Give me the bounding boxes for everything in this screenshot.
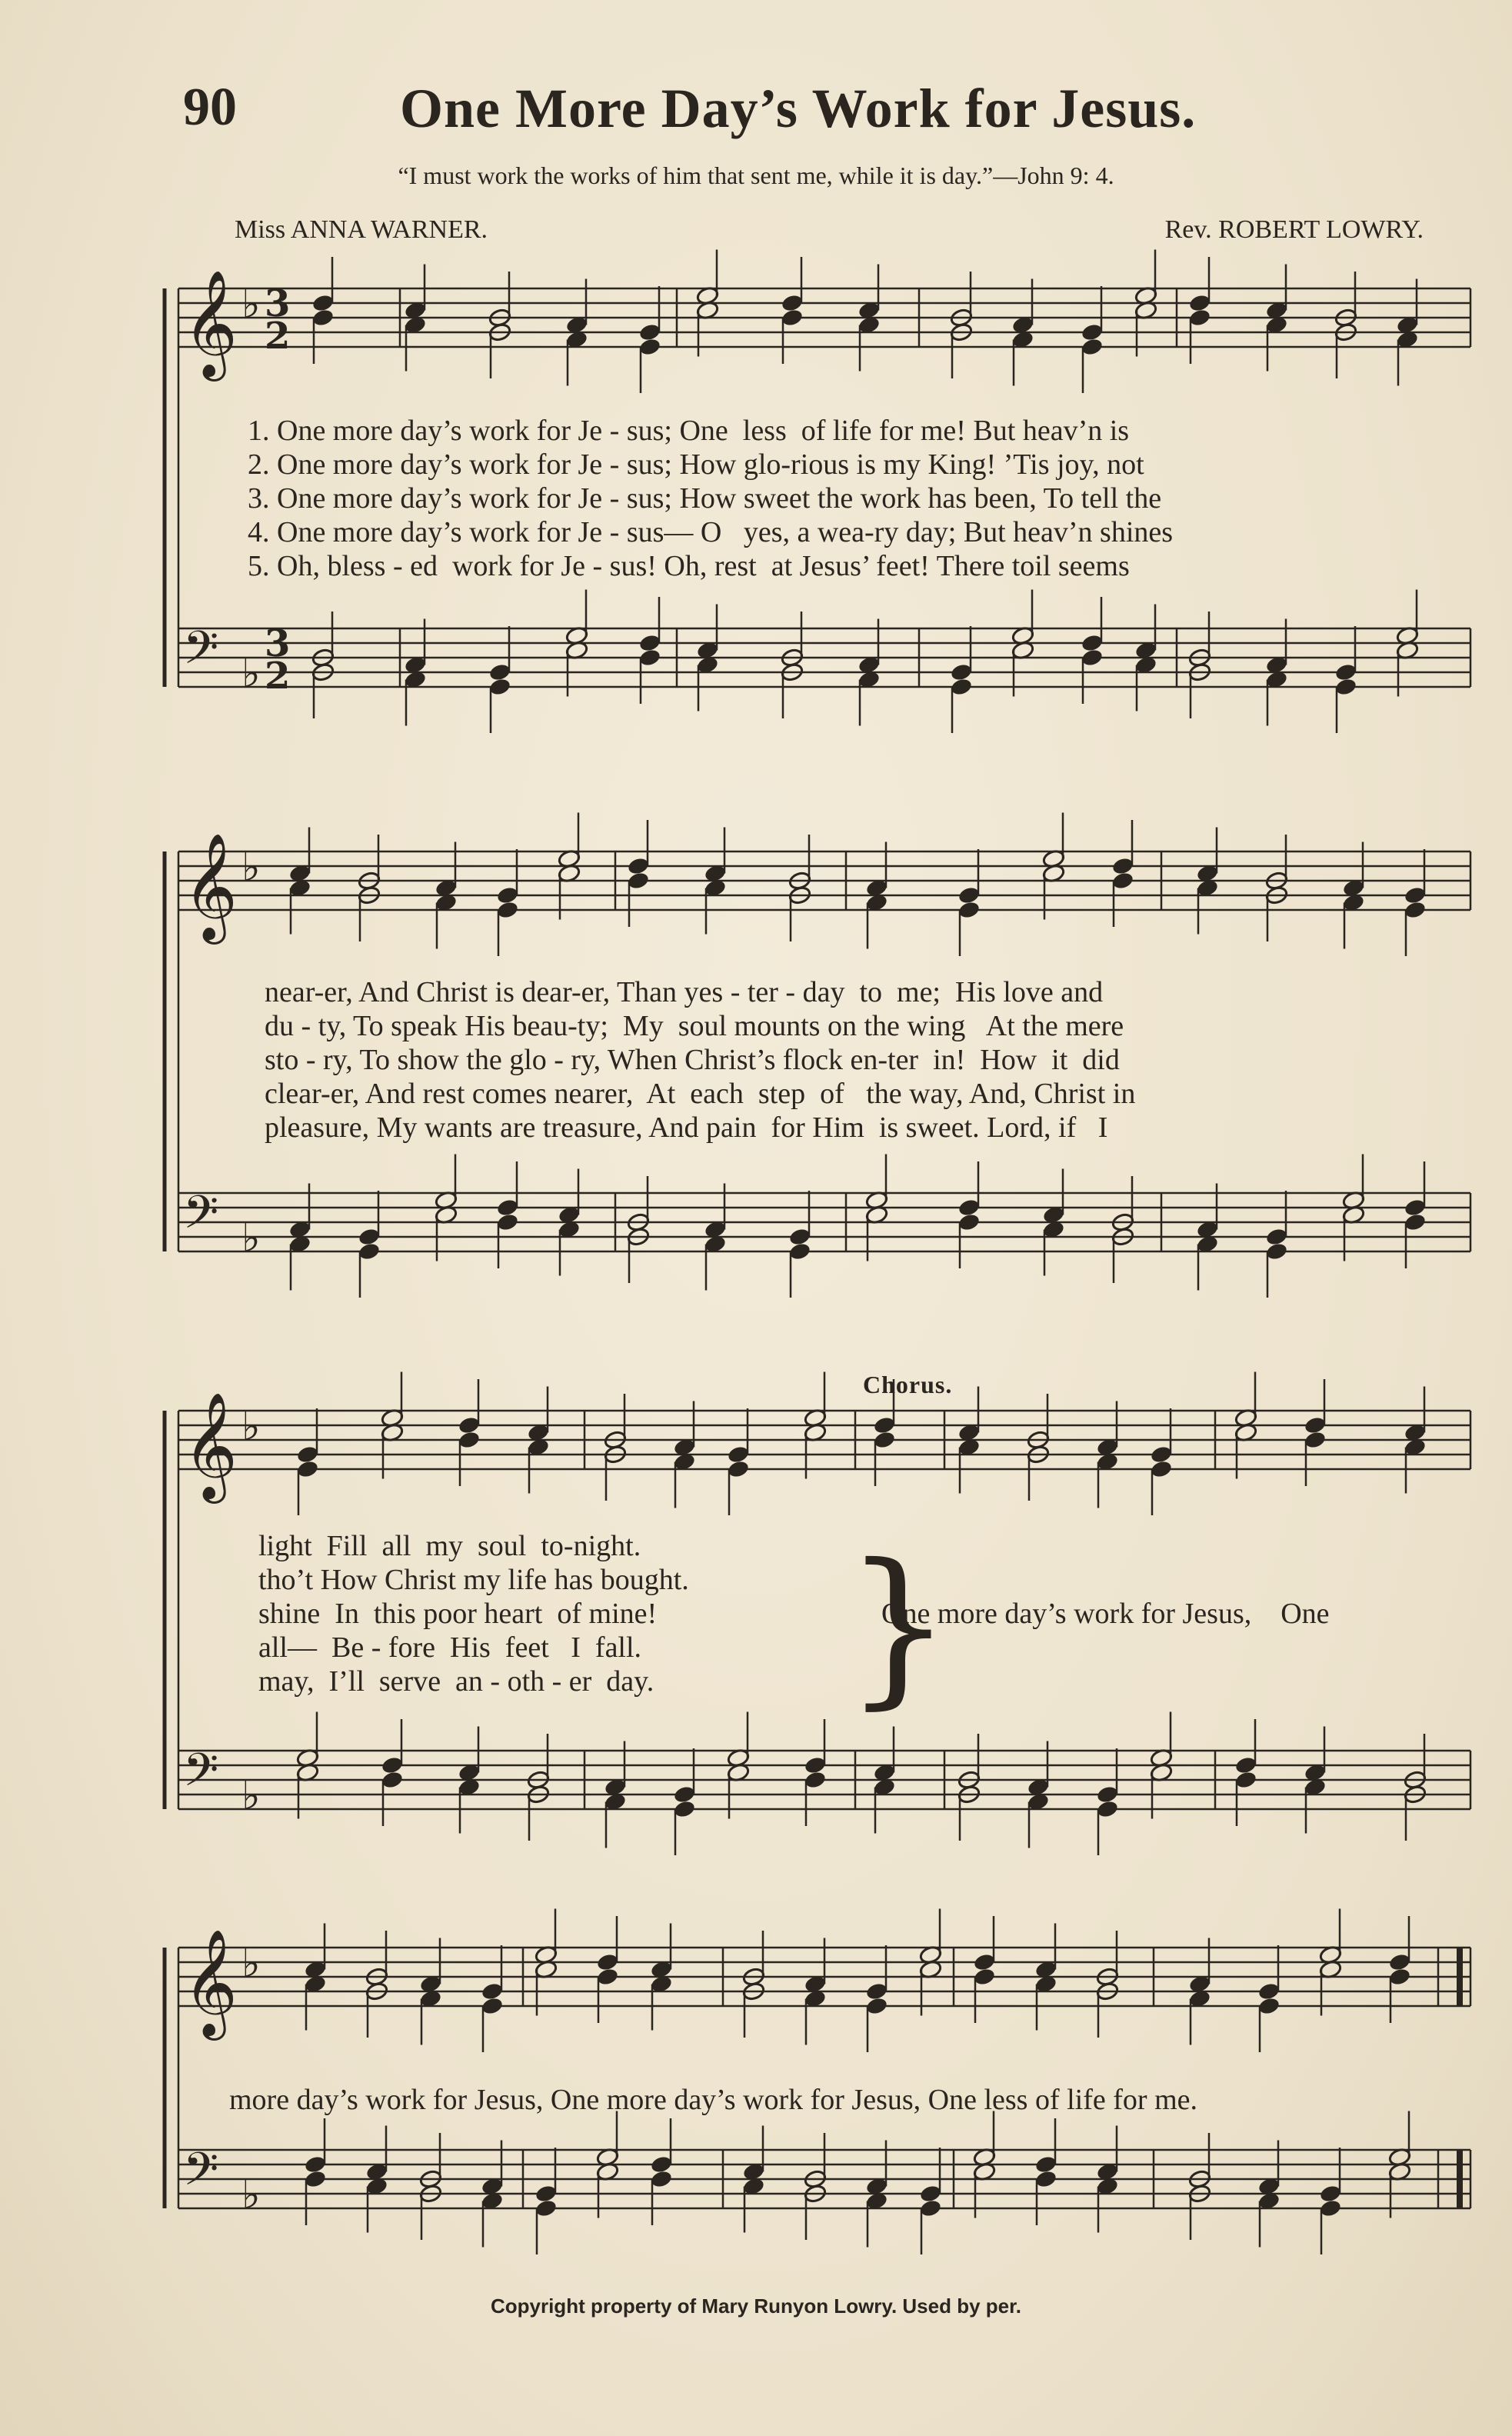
note-head	[488, 677, 512, 697]
note-head	[638, 633, 662, 653]
note-head	[788, 1227, 812, 1247]
note-head	[973, 1967, 997, 1987]
note-head	[1188, 293, 1212, 313]
note-head	[957, 1198, 981, 1218]
note-head	[1257, 1996, 1281, 2016]
note-head	[1111, 871, 1135, 891]
note-head	[1150, 1445, 1174, 1465]
note-head	[311, 293, 335, 313]
note-head	[1111, 856, 1135, 876]
treble-clef-icon: 𝄞	[183, 270, 238, 377]
bass-clef-icon: 𝄢	[183, 1743, 219, 1808]
flat-icon: ♭	[241, 1773, 261, 1819]
note-head	[496, 1212, 520, 1232]
copyright-notice: Copyright property of Mary Runyon Lowry. Used by per.	[490, 2294, 1022, 2318]
verse-3-line: 3. One more day’s work for Je - sus; How sweet the work has been, To tell the	[248, 482, 1162, 515]
note-head	[638, 648, 662, 668]
note-head	[804, 1755, 828, 1775]
composer-credit: Rev. ROBERT LOWRY.	[1164, 215, 1424, 244]
note-head	[1334, 662, 1358, 682]
page-number: 90	[183, 78, 237, 137]
note-head	[1150, 1459, 1174, 1479]
note-head	[496, 885, 520, 905]
treble-staff	[178, 288, 1470, 347]
flat-icon: ♭	[241, 1215, 261, 1261]
note-head	[788, 1241, 812, 1261]
verse-4-line: clear-er, And rest comes nearer, At each step of the way, And, Christ in	[265, 1078, 1136, 1110]
lyricist-credit: Miss ANNA WARNER.	[235, 215, 488, 244]
note-head	[1096, 1785, 1120, 1805]
note-head	[627, 856, 651, 876]
note-head	[596, 1952, 620, 1972]
hymn-title: One More Day’s Work for Jesus.	[400, 78, 1197, 139]
note-head	[535, 2184, 558, 2204]
note-head	[311, 308, 335, 328]
note-head	[481, 1996, 505, 2016]
note-head	[673, 1799, 697, 1819]
note-head	[1319, 2198, 1343, 2218]
note-head	[727, 1459, 751, 1479]
verse-1-line: near-er, And Christ is dear-er, Than yes - ter - day to me; His love and	[265, 976, 1104, 1008]
time-signature-top: 3	[265, 282, 291, 325]
note-head	[873, 1430, 897, 1450]
note-head	[358, 1241, 381, 1261]
verse-5-line: may, I’ll serve an - oth - er day.	[258, 1665, 654, 1698]
flat-icon: ♭	[241, 282, 261, 328]
note-head	[804, 1770, 828, 1790]
time-signature-bottom: 2	[265, 655, 291, 698]
note-head	[1081, 337, 1104, 357]
verse-4-line: all— Be - fore His feet I fall.	[258, 1631, 642, 1664]
note-head	[488, 662, 512, 682]
lyrics-brace-icon: }	[844, 1528, 952, 1725]
verse-3-line: sto - ry, To show the glo - ry, When Christ’s flock en-ter in! How it did	[265, 1044, 1120, 1076]
note-head	[1388, 1967, 1412, 1987]
verse-3-line: shine In this poor heart of mine!	[258, 1598, 658, 1630]
note-head	[1034, 2169, 1058, 2189]
note-head	[1265, 1241, 1289, 1261]
chorus-line: more day’s work for Jesus, One more day’s work for Jesus, One less of life for me.	[229, 2084, 1197, 2116]
note-head	[381, 1755, 405, 1775]
note-head	[1081, 648, 1104, 668]
note-head	[1234, 1755, 1258, 1775]
note-head	[727, 1445, 751, 1465]
note-head	[873, 1415, 897, 1435]
note-head	[381, 1770, 405, 1790]
note-head	[957, 885, 981, 905]
note-head	[781, 293, 804, 313]
note-head	[1034, 2154, 1058, 2174]
chorus-label: Chorus.	[863, 1371, 953, 1398]
treble-clef-icon: 𝄞	[183, 833, 238, 940]
note-head	[638, 337, 662, 357]
note-head	[1404, 885, 1427, 905]
note-head	[458, 1430, 481, 1450]
bass-clef-icon: 𝄢	[183, 1185, 219, 1250]
note-head	[919, 2184, 943, 2204]
note-head	[957, 1212, 981, 1232]
note-head	[1404, 1212, 1427, 1232]
note-head	[1265, 1227, 1289, 1247]
treble-clef-icon: 𝄞	[183, 1392, 238, 1499]
verse-1-line: light Fill all my soul to-night.	[258, 1530, 641, 1562]
note-head	[638, 322, 662, 342]
note-head	[865, 1981, 889, 2001]
time-signature-bottom: 2	[265, 315, 291, 358]
note-head	[1404, 900, 1427, 920]
note-head	[1304, 1415, 1327, 1435]
note-head	[1304, 1430, 1327, 1450]
note-head	[1319, 2184, 1343, 2204]
note-head	[1234, 1770, 1258, 1790]
note-head	[304, 2169, 328, 2189]
note-head	[596, 1967, 620, 1987]
note-head	[1081, 322, 1104, 342]
bass-clef-icon: 𝄢	[183, 2142, 219, 2207]
verse-5-line: pleasure, My wants are treasure, And pain for Him is sweet. Lord, if I	[265, 1111, 1108, 1144]
note-head	[496, 900, 520, 920]
flat-icon: ♭	[241, 1404, 261, 1450]
note-head	[781, 308, 804, 328]
note-head	[1257, 1981, 1281, 2001]
note-head	[627, 871, 651, 891]
verse-2-line: du - ty, To speak His beau-ty; My soul mounts on the wing At the mere	[265, 1010, 1124, 1042]
note-head	[481, 1981, 505, 2001]
verse-1-line: 1. One more day’s work for Je - sus; One less of life for me! But heav’n is	[248, 415, 1130, 447]
note-head	[650, 2154, 674, 2174]
flat-icon: ♭	[241, 1941, 261, 1987]
verse-2-line: 2. One more day’s work for Je - sus; How glo-rious is my King! ’Tis joy, not	[248, 448, 1144, 481]
note-head	[296, 1459, 320, 1479]
note-head	[1388, 1952, 1412, 1972]
chorus-line: One more day’s work for Jesus, One	[881, 1598, 1330, 1630]
note-head	[650, 2169, 674, 2189]
note-head	[1334, 677, 1358, 697]
note-head	[496, 1198, 520, 1218]
note-head	[458, 1415, 481, 1435]
time-signature-top: 3	[265, 622, 291, 665]
verse-2-line: tho’t How Christ my life has bought.	[258, 1564, 689, 1596]
note-head	[304, 2154, 328, 2174]
note-head	[535, 2198, 558, 2218]
bass-clef-icon: 𝄢	[183, 621, 219, 685]
scripture-epigraph: “I must work the works of him that sent me, while it is day.”—John 9: 4.	[398, 162, 1114, 189]
note-head	[865, 1996, 889, 2016]
note-head	[1081, 633, 1104, 653]
note-head	[673, 1785, 697, 1805]
note-head	[973, 1952, 997, 1972]
note-head	[919, 2198, 943, 2218]
note-head	[1404, 1198, 1427, 1218]
flat-icon: ♭	[241, 651, 261, 697]
flat-icon: ♭	[241, 845, 261, 891]
verse-4-line: 4. One more day’s work for Je - sus— O yes, a wea-ry day; But heav’n shines	[248, 516, 1174, 548]
note-head	[950, 677, 974, 697]
treble-clef-icon: 𝄞	[183, 1929, 238, 2036]
note-head	[957, 900, 981, 920]
flat-icon: ♭	[241, 2172, 261, 2218]
note-head	[950, 662, 974, 682]
note-head	[1188, 308, 1212, 328]
note-head	[296, 1445, 320, 1465]
note-head	[358, 1227, 381, 1247]
note-head	[1096, 1799, 1120, 1819]
verse-5-line: 5. Oh, bless - ed work for Je - sus! Oh, rest at Jesus’ feet! There toil seems	[248, 550, 1130, 582]
